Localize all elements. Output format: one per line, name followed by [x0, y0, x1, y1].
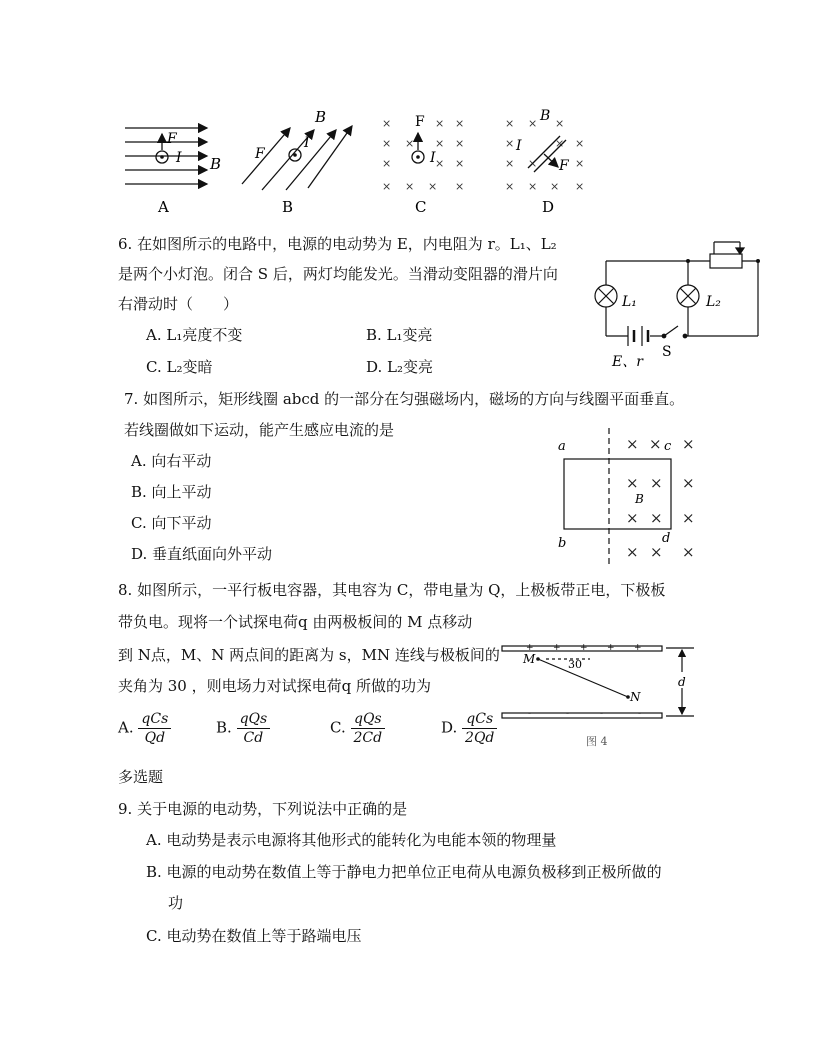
q9-option-b-line1: B. 电源的电动势在数值上等于静电力把单位正电荷从电源负极移到正极所做的 — [146, 863, 662, 881]
q9-option-a: A. 电动势是表示电源将其他形式的能转化为电能本领的物理量 — [146, 831, 557, 849]
svg-text:×: × — [382, 180, 392, 193]
q8-option-c: C. $\frac{\text{qQs}}{2Cd}$ — [330, 710, 385, 747]
svg-text:+: + — [634, 643, 642, 653]
svg-text:+: + — [526, 643, 534, 653]
q6-fig-l2-label: L₂ — [706, 294, 721, 310]
svg-text:+: + — [580, 643, 588, 653]
q8-option-d: D. $\frac{\text{qCs}}{2Qd}$ — [441, 710, 497, 747]
q8-text-line2: 带负电。现将一个试探电荷q 由两极板间的 M 点移动 — [118, 613, 473, 631]
q7-fig-a-label: a — [558, 439, 566, 454]
svg-text:×: × — [455, 137, 465, 150]
q7-coil-diagram — [552, 428, 702, 564]
q6-fig-s-label: S — [662, 344, 672, 360]
svg-text:×: × — [382, 137, 392, 150]
q8-text-line3: 到 N点，M、N 两点间的距离为 s，MN 连线与极板间的 — [118, 646, 500, 664]
fig-d-i-label: I — [516, 138, 522, 154]
q8-capacitor-diagram — [498, 640, 702, 752]
q8-option-d-fraction: $\frac{\text{qCs}}{2Qd}$ — [462, 710, 497, 747]
svg-text:×: × — [550, 180, 560, 193]
fig-a-f-label: F — [167, 131, 177, 147]
q7-text-line2: 若线圈做如下运动，能产生感应电流的是 — [124, 421, 395, 439]
fig-b-caption: B — [282, 198, 294, 216]
svg-text:-: - — [566, 709, 570, 719]
q7-fig-field-label: B — [635, 492, 644, 506]
svg-text:×: × — [435, 117, 445, 130]
q8-text-line4: 夹角为 30 ，则电场力对试探电荷q 所做的功为 — [118, 677, 431, 695]
svg-text:×: × — [682, 435, 695, 453]
q7-option-b: B. 向上平动 — [131, 483, 212, 501]
svg-text:×: × — [505, 117, 515, 130]
svg-text:×: × — [455, 157, 465, 170]
svg-text:×: × — [682, 509, 695, 527]
q8-fig-n-label: N — [630, 690, 641, 704]
q6-option-b: B. L₁变亮 — [366, 326, 433, 344]
q6-option-c: C. L₂变暗 — [146, 358, 213, 376]
svg-text:×: × — [682, 543, 695, 561]
fig-a-i-label: I — [176, 150, 182, 166]
svg-text:×: × — [575, 137, 585, 150]
q8-option-a: A. $\frac{\text{qCs}}{Qd}$ — [118, 710, 171, 747]
section-heading-multiple-choice: 多选题 — [118, 768, 164, 786]
q9-text-line1: 9. 关于电源的电动势，下列说法中正确的是 — [118, 800, 408, 818]
q6-text-line3: 右滑动时（ ） — [118, 295, 239, 313]
q7-fig-d-label: d — [662, 531, 671, 546]
svg-text:×: × — [650, 474, 663, 492]
q8-fig-d-label: d — [678, 675, 686, 689]
fig-b-b-label: B — [315, 108, 327, 126]
q8-option-c-fraction: $\frac{\text{qQs}}{2Cd}$ — [351, 710, 386, 747]
question5-figures — [110, 100, 590, 220]
svg-text:-: - — [600, 709, 604, 719]
q8-option-a-fraction: $\frac{\text{qCs}}{Qd}$ — [138, 710, 171, 747]
q8-fig-caption: 图 4 — [586, 735, 608, 748]
fig-c-i-label: I — [430, 150, 436, 166]
figure-a — [125, 128, 207, 184]
svg-text:×: × — [650, 543, 663, 561]
q8-fig-angle-label: 30 — [568, 658, 582, 671]
fig-a-b-label: B — [210, 155, 222, 173]
svg-text:+: + — [607, 643, 615, 653]
q6-text-line1: 6. 在如图所示的电路中，电源的电动势为 E，内电阻为 r。L₁、L₂ — [118, 235, 557, 253]
q8-option-b-fraction: $\frac{\text{qQs}}{Cd}$ — [237, 710, 271, 747]
q7-fig-b-label: b — [558, 536, 567, 551]
svg-text:×: × — [555, 137, 565, 150]
svg-text:-: - — [638, 709, 642, 719]
svg-text:×: × — [528, 117, 538, 130]
q7-option-c: C. 向下平动 — [131, 514, 212, 532]
fig-a-caption: A — [158, 198, 169, 216]
svg-text:×: × — [650, 509, 663, 527]
q7-option-a: A. 向右平动 — [131, 452, 212, 470]
svg-text:×: × — [626, 474, 639, 492]
svg-text:×: × — [405, 180, 415, 193]
svg-text:×: × — [575, 180, 585, 193]
svg-text:×: × — [528, 157, 538, 170]
q6-text-line2: 是两个小灯泡。闭合 S 后，两灯均能发光。当滑动变阻器的滑片向 — [118, 265, 558, 283]
svg-text:×: × — [528, 180, 538, 193]
q7-option-d: D. 垂直纸面向外平动 — [131, 545, 273, 563]
svg-text:×: × — [505, 137, 515, 150]
svg-text:×: × — [505, 157, 515, 170]
q9-option-b-line2: 功 — [168, 894, 184, 912]
q7-text-line1: 7. 如图所示，矩形线圈 abcd 的一部分在匀强磁场内，磁场的方向与线圈平面垂直。 — [124, 390, 685, 408]
q7-fig-c-label: c — [664, 439, 672, 454]
svg-text:×: × — [405, 137, 415, 150]
fig-d-caption: D — [542, 198, 555, 216]
fig-c-f-label: F — [415, 114, 425, 130]
svg-text:×: × — [682, 474, 695, 492]
fig-d-f-label: F — [559, 158, 569, 174]
svg-text:×: × — [455, 117, 465, 130]
svg-text:×: × — [626, 543, 639, 561]
svg-text:+: + — [553, 643, 561, 653]
fig-b-f-label: F — [255, 146, 265, 162]
fig-c-caption: C — [415, 198, 427, 216]
q6-fig-l1-label: L₁ — [622, 294, 637, 310]
q8-option-b: B. $\frac{\text{qQs}}{Cd}$ — [216, 710, 270, 747]
svg-text:×: × — [626, 435, 639, 453]
svg-text:×: × — [382, 117, 392, 130]
svg-text:×: × — [435, 137, 445, 150]
svg-text:×: × — [575, 157, 585, 170]
fig-b-i-label: I — [304, 135, 310, 151]
svg-text:×: × — [555, 117, 565, 130]
svg-text:×: × — [428, 180, 438, 193]
svg-text:×: × — [435, 157, 445, 170]
svg-text:×: × — [382, 157, 392, 170]
q6-option-d: D. L₂变亮 — [366, 358, 434, 376]
q6-fig-er-label: E、r — [612, 354, 643, 370]
svg-text:×: × — [455, 180, 465, 193]
q8-text-line1: 8. 如图所示，一平行板电容器，其电容为 C，带电量为 Q，上极板带正电，下极板 — [118, 581, 666, 599]
svg-text:-: - — [528, 709, 532, 719]
q9-option-c: C. 电动势在数值上等于路端电压 — [146, 927, 362, 945]
svg-text:×: × — [626, 509, 639, 527]
svg-text:×: × — [649, 435, 662, 453]
fig-d-b-label: B — [540, 108, 551, 124]
q6-option-a: A. L₁亮度不变 — [146, 326, 243, 344]
q6-circuit-diagram — [592, 236, 770, 378]
svg-text:×: × — [505, 180, 515, 193]
q8-fig-m-label: M — [523, 652, 536, 666]
